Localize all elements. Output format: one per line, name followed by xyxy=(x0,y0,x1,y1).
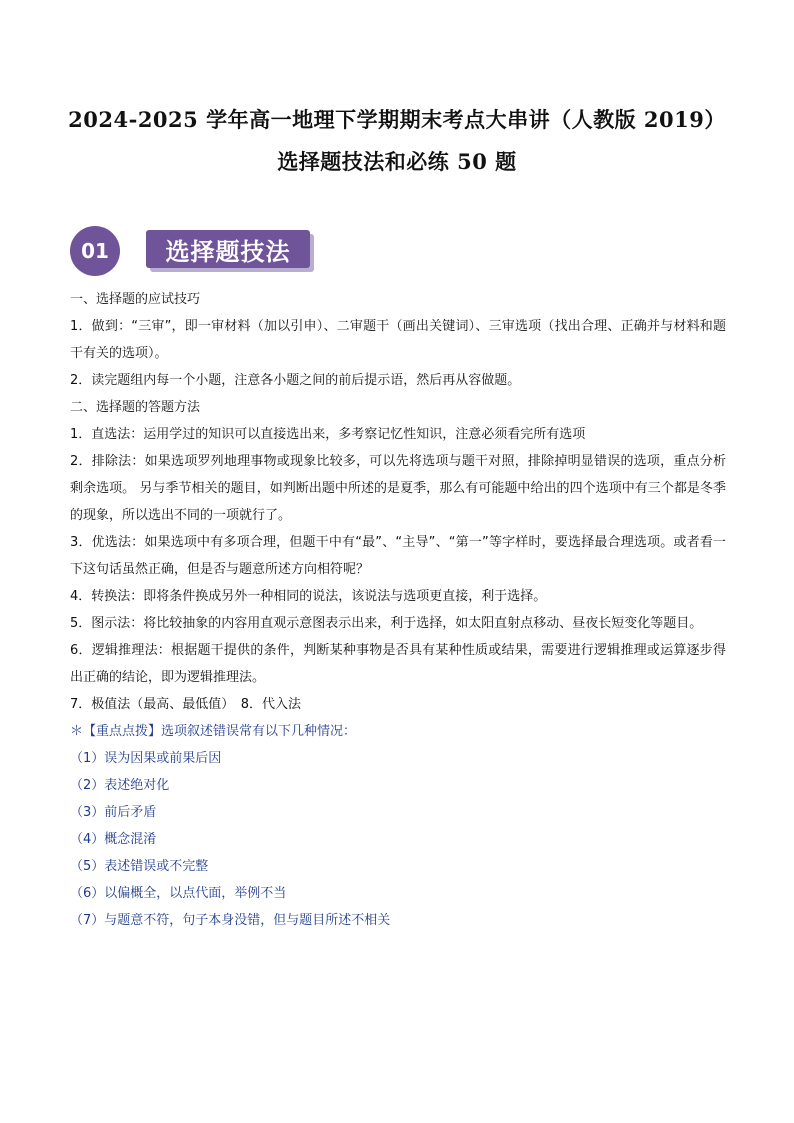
section-label: 选择题技法 xyxy=(146,230,310,268)
part1-heading: 一、选择题的应试技巧 xyxy=(70,292,201,307)
part2-heading: 二、选择题的答题方法 xyxy=(70,400,201,415)
part2-item: 2．排除法：如果选项罗列地理事物或现象比较多，可以先将选项与题干对照，排除掉明显错误的选项，重点分析剩余选项。 另与季节相关的题目，如判断出题中所述的是夏季，那么有可能题中给出的四个选项中有三个都是冬季的现象，所以选出不同的一项就行了。 xyxy=(70,454,726,523)
section-header xyxy=(70,226,320,276)
tips-item: （2）表述绝对化 xyxy=(70,778,170,793)
document-body xyxy=(70,286,726,934)
part2-item: 4．转换法：即将条件换成另外一种相同的说法，该说法与选项更直接，利于选择。 xyxy=(70,589,547,604)
part1-item: 2．读完题组内每一个小题，注意各小题之间的前后提示语，然后再从容做题。 xyxy=(70,373,521,388)
part2-item: 6．逻辑推理法：根据题干提供的条件，判断某种事物是否具有某种性质或结果，需要进行逻辑推理或运算逐步得出正确的结论，即为逻辑推理法。 xyxy=(70,643,726,685)
part2-item: 5．图示法：将比较抽象的内容用直观示意图表示出来，利于选择，如太阳直射点移动、昼夜长短变化等题目。 xyxy=(70,616,703,631)
tips-item: （3）前后矛盾 xyxy=(70,805,157,820)
tips-item: （1）误为因果或前果后因 xyxy=(70,751,222,766)
tips-item: （5）表述错误或不完整 xyxy=(70,859,209,874)
part2-item: 3．优选法：如果选项中有多项合理，但题干中有“最”、“主导”、“第一”等字样时，要选择最合理选项。或者看一下这句话虽然正确，但是否与题意所述方向相符呢？ xyxy=(70,535,726,577)
part2-item: 1．直选法：运用学过的知识可以直接选出来，多考察记忆性知识，注意必须看完所有选项 xyxy=(70,427,586,442)
section-number-badge: 01 xyxy=(70,226,120,276)
part1-item: 1．做到：“三审”，即一审材料（加以引申）、二审题干（画出关键词）、三审选项（找出合理、正确并与材料和题干有关的选项）。 xyxy=(70,319,726,361)
part2-item: 7．极值法（最高、最低值） 8．代入法 xyxy=(70,697,302,712)
page-subtitle: 选择题技法和必练 50 题 xyxy=(277,149,517,174)
tips-item: （6）以偏概全，以点代面，举例不当 xyxy=(70,886,287,901)
page-title: 2024-2025 学年高一地理下学期期末考点大串讲（人教版 2019） xyxy=(68,107,726,132)
tips-item: （4）概念混淆 xyxy=(70,832,157,847)
tips-heading: ＊【重点点拨】选项叙述错误常有以下几种情况： xyxy=(70,724,357,739)
tips-item: （7）与题意不符，句子本身没错，但与题目所述不相关 xyxy=(70,913,391,928)
